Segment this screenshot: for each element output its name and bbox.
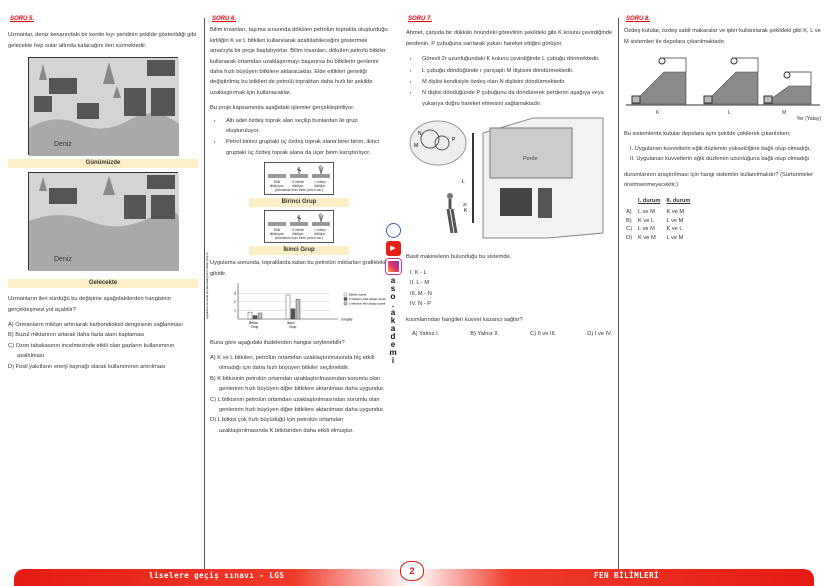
x-tick-label: Birinci [249, 321, 258, 326]
svg-text:2r: 2r [463, 202, 468, 208]
option-d[interactable]: D) K ve M L ve M [626, 234, 684, 241]
fig-label: L bitkisi dikiliyor. [314, 180, 327, 189]
question-7 [406, 14, 614, 340]
caption-future: Gelecekte [8, 279, 198, 288]
social-sidebar [383, 223, 403, 365]
item: II. L - M [410, 280, 430, 287]
item: IV. N - P [410, 301, 431, 308]
question-intro: Bilim insanları, taşıma sırasında dökülen petrolün toprakta oluşturduğu kirliliğin K ve L bitkileri kullanılarak azaltılabileceğini göstermek amacıyla bir proje başlatıyorlar. Bilim insanları, dökülen petrolü bitkiler kullanarak ortamdan uzaklaştırmayı başarırsa bu bitkilerin genlerini daha hızlı büyüyen bitkilere aktaracaklar. Elde ettikleri genetiği değiştirilmiş bu bitkileri de petrolü topraktan daha hızlı bir şekilde uzaklaştırmak için kullanacaklar. [210, 27, 388, 96]
option-b[interactable]: B) K bitkisinin petrolün ortamdan uzaklaştırılmasından sorumlu olan genlerinin hızlı büyüyen diğer bitkilere aktarılması daha uygundur. [210, 375, 385, 393]
fig-label: L bitkisi dikiliyor. [314, 228, 327, 237]
column-divider [618, 18, 619, 570]
question-text: durumlarının araştırılması için hangi sistemler kullanılmalıdır? (Sürtünmeler önemsenmeyecektir.) [624, 171, 814, 189]
fig-label-m: M [782, 110, 787, 117]
page-number: 2 [400, 561, 424, 581]
coast-future-image [28, 172, 178, 270]
option-c[interactable]: C) II ve III. [530, 331, 557, 338]
fig-label: K bitkisi dikiliyor. [292, 228, 305, 237]
svg-text:L: L [462, 179, 465, 186]
question-intro-2: Basit makinelerin bulunduğu bu sistemde, [406, 253, 512, 260]
x-tick-label: İkinci [287, 321, 295, 326]
answer-table [626, 196, 696, 242]
item: III. M - N [410, 290, 432, 297]
x-tick-label: Grup [251, 325, 259, 330]
fig-label: Bitki dikilmiyor. [269, 180, 285, 189]
bar [286, 295, 290, 319]
svg-text:N: N [418, 131, 422, 138]
option-a[interactable]: A) Yalnız I. [412, 331, 440, 338]
x-tick-label: Grup [289, 325, 297, 330]
option-c[interactable]: C) L bitkisinin petrolün ortamdan uzaklaştırılmasından sorumlu olan genlerinin hızlı büyüyen diğer bitkilere aktarılması daha uygundur. [210, 396, 385, 413]
bar [296, 299, 300, 319]
curtain-label: Perde [523, 156, 538, 163]
mid-text: Bu sistemlerde kutular depolara aynı şekilde çekilerek çıkarılırken; [624, 130, 791, 137]
legend-swatch [344, 293, 347, 296]
sea-label: Deniz [54, 141, 72, 149]
option-d[interactable]: D) Fosil yakıtların enerji kaynağı olarak kullanımının artırılması [8, 363, 166, 370]
question-intro: Ahmet, çarşıda bir dükkân önündeki görevlinin şekildeki gibi K kolunu çevirdiğinde perdenin, P çubuğuna sarılarak yukarı hareket ettiğini görüyor. [406, 30, 613, 47]
fig-label: Bitki dikilmiyor. [269, 228, 285, 237]
bar [291, 309, 295, 319]
x-axis-label: Gruplar [341, 317, 353, 322]
y-tick-label: 3 [234, 291, 236, 296]
coast-today-image [28, 57, 178, 155]
fig-note: (Alanlarda birer birim petrol var.) [274, 188, 324, 193]
svg-text:P: P [452, 137, 456, 144]
question-text: kısımlarından hangileri kuvvet kazancı sağlar? [406, 316, 523, 323]
legend-label: K bitkisinin ekili olduğu toprak [349, 297, 386, 302]
bullet: ▪ Görevli 2r uzunluğundaki K kolunu çevirdiğinde L çubuğu dönmektedir. [406, 54, 614, 64]
question-5 [8, 14, 198, 372]
y-tick-label: 2 [234, 300, 236, 305]
bullet: ▪ Petrol birinci gruptaki üç özdeş toprak alana birer birim, ikinci gruptaki üç özdeş toprak alana da üçer birim karıştırılıyor. [210, 137, 388, 158]
option-a[interactable]: A) K ve L bitkileri, petrolün ortamdan uzaklaştırılmasında hiç etkili olmadığı için daha hızlı büyüyen bitkiler seçilmelidir. [210, 354, 375, 372]
question-text: Buna göre aşağıdaki ifadelerden hangisi söylenebilir? [210, 339, 345, 346]
option-b[interactable]: B) Yalnız II. [470, 331, 500, 338]
column-header: I. durum [638, 197, 661, 204]
question-intro: Özdeş kutular, özdeş sabit makaralar ve ipler kullanılarak şekildeki gibi K, L ve M sistemleri ile depolara çıkarılmaktadır. [624, 28, 821, 45]
question-text: Uzmanların ileri sürdüğü bu değişime aşağıdakilerden hangisinin gerçekleşmesi yol açabilir? [8, 296, 171, 313]
legend-label: L bitkisinin ekili olduğu toprak [349, 301, 386, 306]
caption-today: Günümüzde [8, 159, 198, 168]
option-b[interactable]: B) Buzul miktarının artarak daha fazla alanı kaplaması [8, 332, 145, 339]
question-title: SORU 6. [212, 16, 237, 22]
logo-icon [386, 223, 401, 238]
fig-note: (Alanlarda üçer birim petrol var.) [274, 236, 324, 241]
bullet: ▪ Altı adet özdeş toprak alan seçilip bunlardan iki grup oluşturuluyor. [210, 116, 388, 137]
group-2-figure [264, 210, 334, 243]
legend-swatch [344, 298, 347, 301]
question-6 [205, 14, 388, 436]
bar [248, 312, 252, 319]
option-d[interactable]: D) L bitkisi çok hızlı büyüdüğü için petrolün ortamdan uzaklaştırılmasında K bitkisinden daha etkili olmuştur. [210, 417, 354, 434]
option-a[interactable]: A) Ormanların miktarı artırılarak karbondioksit dengesinin sağlanması [8, 322, 183, 329]
question-title: SORU 5. [10, 16, 35, 22]
option-b[interactable]: B) K ve L L ve M [626, 217, 684, 224]
bar [253, 316, 257, 319]
shop-illustration [408, 113, 608, 245]
caption-group-1: Birinci Grup [249, 198, 349, 207]
brand-vertical-text: a s o . a k a d e m i [389, 276, 397, 365]
y-tick-label: 1 [234, 308, 236, 313]
item: I. K - L [410, 270, 427, 277]
fig-label-l: L [728, 110, 731, 117]
bullet: ▪ M dişlisi kendisiyle özdeş olan N dişlisini döndürmektedir. [406, 77, 614, 87]
question-title: SORU 8. [626, 16, 651, 22]
option-d[interactable]: D) I ve IV. [587, 331, 612, 338]
sea-label: Deniz [54, 256, 72, 264]
option-c[interactable]: C) L ve M K ve L [626, 226, 683, 233]
footer-subject: FEN BİLİMLERİ [594, 571, 660, 580]
option-a[interactable]: A) L ve M K ve M [626, 209, 685, 216]
svg-text:K: K [464, 208, 468, 215]
question-intro-2: Bu proje kapsamında aşağıdaki işlemler gerçekleştiriliyor. [210, 105, 355, 112]
option-c[interactable]: C) Ozon tabakasının incelmesinde etkili olan gazların kullanımının azaltılması [8, 342, 175, 360]
bar [258, 313, 262, 319]
bullet: ▪ L çubuğu döndüğünde r yarıçaplı M dişlisini döndürmektedir. [406, 66, 614, 76]
bullet: ▪ N dişlisi döndüğünde P çubuğunu da döndürerek perdenin aşağıya veya yukarıya doğru hareket etmesini sağlamaktadır. [406, 88, 614, 109]
caption-group-2: İkinci Grup [249, 246, 349, 255]
column-header: II. durum [666, 197, 691, 204]
fig-label: K bitkisi dikiliyor. [292, 180, 305, 189]
incline-systems-figure [624, 52, 822, 124]
fig-label-k: K [656, 110, 660, 117]
item-2: II. Uygulanan kuvvetlerin eğik düzlemin uzunluğuna bağlı olup olmadığı [630, 156, 810, 163]
youtube-icon[interactable]: ▶ [386, 241, 401, 256]
footer-exam-name: liselere geçiş sınavı - LGS [149, 571, 285, 580]
item-1: I. Uygulanan kuvvetlerin eğik düzlemin yüksekliğine bağlı olup olmadığı, [630, 146, 811, 153]
legend-swatch [344, 302, 347, 305]
question-title: SORU 7. [408, 16, 433, 22]
question-intro: Uzmanlar, deniz kenarındaki bir kentin kıyı şeridinin şekilde gösterildiği gibi gelecekte hep sular altında kalacağını ileri sürmektedir. [8, 32, 197, 49]
legend-label: Bitkisiz toprak [349, 292, 367, 297]
group-1-figure [264, 162, 334, 195]
fig-label-ground: Yer (Yatay) [796, 116, 821, 123]
svg-text:M: M [414, 143, 419, 150]
instagram-icon[interactable] [386, 259, 401, 274]
chart-intro: Uygulama sonunda, topraklarda kalan bu petrolün miktarları grafikteki gibidir. [210, 260, 386, 277]
question-8 [624, 14, 822, 242]
y-axis-label: Uygulama sonunda topraklardaki petrol miktarı (birim) [205, 252, 209, 320]
